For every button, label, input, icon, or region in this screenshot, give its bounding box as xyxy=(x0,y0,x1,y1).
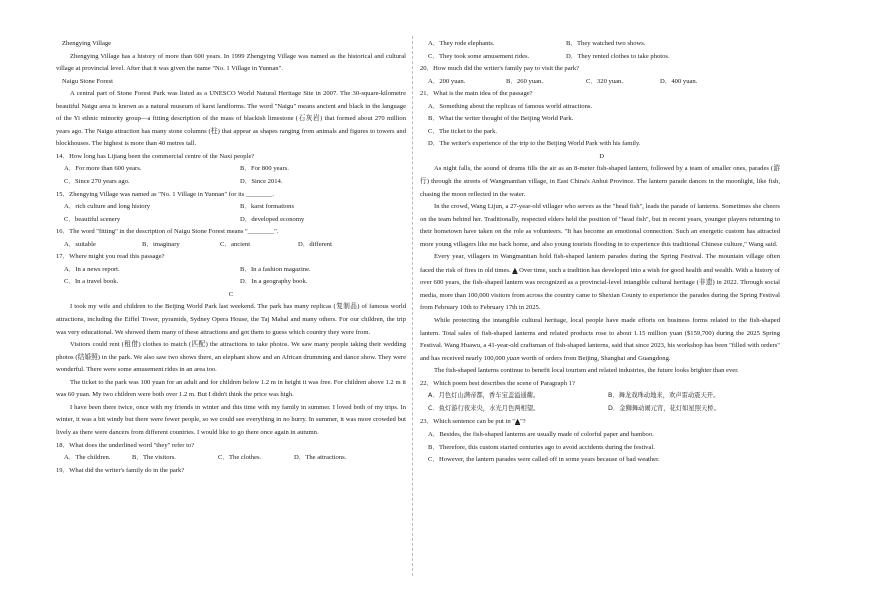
passage-c-paragraph-4: I have been there twice, once with my friends in winter and this time with my family in summer. I loved both of my trips. In winter, it was a bit windy but there were fewer people, so we could see everything in no hurry. In summer, it was more crowded but lively as there were dancers from different countries. I would like to go there once again in autumn. xyxy=(56,403,406,436)
question-14-options-row2 xyxy=(56,176,406,189)
paragraph-3-text-a: Every year, villagers in Wangmantian hold fish-shaped lantern parades during the Spring Festival. The mountain village often faced the risk of fires in old times. xyxy=(420,253,780,274)
village-paragraph: Zhengying Village has a history of more than 600 years. In 1999 Zhengying Village was named as the historical and cultural village at provincial level. After that it was given the name "No. 1 Village in Yunnan". xyxy=(56,52,406,73)
passage-d-paragraph-4 xyxy=(420,315,780,365)
section-d-heading: D xyxy=(599,152,604,160)
question-20: 20．How much did the writer's family pay to visit the park? xyxy=(420,65,580,73)
question-22-options-row2 xyxy=(420,403,780,416)
option-c: C．The ticket to the park. xyxy=(428,127,498,135)
passage-c-paragraph-3: The ticket to the park was 100 yuan for an adult and for children below 1.2 m in height it was free. For children above 1.2 m it was 60 yuan. My two children were both over 1.2 m. But I didn't think the price was high. xyxy=(56,378,406,399)
left-column xyxy=(56,38,406,477)
question-21: 21．What is the main idea of the passage? xyxy=(420,90,533,98)
blank-marker: ▲ xyxy=(514,417,521,426)
option-c: C．鱼灯游行夜来央，水光月色两相望。 xyxy=(428,404,540,412)
question-18-options xyxy=(56,452,406,465)
question-18: 18．What does the underlined word "they" refer to? xyxy=(56,441,195,449)
option-d: D．They rented clothes to take photos. xyxy=(566,52,670,60)
question-17: 17．Where might you read this passage? xyxy=(56,253,165,261)
option-d: D．The writer's experience of the trip to the Beijing World Park with his family. xyxy=(428,140,641,148)
option-c: C．In a travel book. xyxy=(64,278,119,286)
passage-d-paragraph-2: In the crowd, Wang Lijun, a 27-year-old villager who serves as the "head fish", leads the parade of lanterns. Sometimes she cheers on the team behind her. Traditionally, respected elders held the position of "head fish", but in recent years, younger players returning to their hometown have taken on the role as volunteers. "It has become an emotional connection. Such an energetic custom has attracted more young villagers like me back home, and also young tourists flooding in to experience this traditional Chinese culture," Wang said. xyxy=(420,203,780,248)
option-b: B．They watched two shows. xyxy=(566,40,646,47)
option-a: A．suitable xyxy=(64,240,96,248)
paragraph-4-text-b: worth of orders from Beijing, Shanghai and Guangdong. xyxy=(521,354,671,362)
question-15: 15．Zhengying Village was named as "No. 1 Village in Yunnan" for its ________. xyxy=(56,190,275,198)
right-column xyxy=(420,38,780,467)
option-b: B．260 yuan. xyxy=(506,77,543,85)
question-16-options xyxy=(56,239,406,252)
passage-c-paragraph-1: I took my wife and children to the Beijing World Park last weekend. The park has many replicas (复制品) of famous world attractions, including the Eiffel Tower, pyramids, Sydney Opera House, the Taj Mahal and many others. For our children, the trip was very educational. We showed them many of these attractions and got them to guess which country they were from. xyxy=(56,303,406,336)
option-d: D．different xyxy=(298,240,332,248)
section-c-heading: C xyxy=(228,290,234,298)
option-b: B．What the writer thought of the Beijing World Park. xyxy=(428,115,574,123)
question-22: 22．Which poem best describes the scene of Paragraph 1? xyxy=(420,379,575,387)
option-c: C．Since 270 years ago. xyxy=(64,178,130,186)
question-19-options xyxy=(420,38,780,51)
question-16: 16．The word "fitting" in the description of Naigu Stone Forest means "________". xyxy=(56,228,279,236)
option-c: C．The clothes. xyxy=(218,454,262,462)
option-b: B．The visitors. xyxy=(132,454,176,462)
question-23-text-b: "? xyxy=(520,418,526,426)
option-a: A．They rode elephants. xyxy=(428,40,495,47)
option-a: A．For more than 600 years. xyxy=(64,165,142,173)
option-c: C．beautiful scenery xyxy=(64,215,121,223)
passage-d-paragraph-3 xyxy=(420,251,780,315)
passage-c-paragraph-2: Visitors could rent (租借) clothes to match (匹配) the attractions to take photos. We saw many people taking their wedding photos (结婚照) in the park. We also saw two shows there, an elephant show and an African drumming and dance show. They were wonderful. There were some amusement rides in an area too. xyxy=(56,341,406,374)
question-22-options xyxy=(420,390,780,403)
blank-marker: ▲ xyxy=(512,265,518,274)
option-a: A．rich culture and long history xyxy=(64,203,151,211)
option-c: C．They took some amusement rides. xyxy=(428,52,530,60)
option-d: D．developed economy xyxy=(240,215,305,223)
option-c: C．ancient xyxy=(220,240,251,248)
option-b: B．For 800 years. xyxy=(240,165,289,173)
option-d: D．Since 2014. xyxy=(240,178,283,186)
option-c: C．320 yuan. xyxy=(586,77,623,85)
option-a: A．月色灯山满帝都，香车宝盖溢通衢。 xyxy=(428,392,540,400)
option-a: A．200 yuan. xyxy=(428,77,466,85)
passage-d-paragraph-5: The fish-shaped lanterns continue to benefit local tourism and related industries, the future looks brighter than ever. xyxy=(434,367,739,375)
yuan-italic: yuan xyxy=(506,354,520,362)
option-c: C．However, the lantern parades were called off in some years because of bad weather. xyxy=(428,456,660,464)
option-a: A．The children. xyxy=(64,454,111,462)
question-17-options xyxy=(56,264,406,277)
question-14: 14．How long has Lijiang been the commercial centre of the Naxi people? xyxy=(56,152,255,160)
forest-paragraph: A central part of Stone Forest Park was listed as a UNESCO World Natural Heritage Site in 2007. The 30-square-kilometre beautiful Naigu area is known as a natural museum of karst landforms. The word "Naigu" means ancient and black in the language of the Yi ethnic minority group—a fitting description of the mass of blackish limestone (石灰岩) that formed about 270 million years ago. The Naigu attraction has many stone columns (柱) that appear as shapes ranging from animals and figures to towers and blockhouses. The highest is more than 40 metres tall. xyxy=(56,90,406,148)
question-19: 19．What did the writer's family do in the park? xyxy=(56,466,185,474)
option-b: B．舞龙戏珠动地来，欢声雷动震天开。 xyxy=(608,392,720,400)
paragraph-3-text-b: Over time, such a tradition has developed into a wish for good health and wealth. With a history of over 600 years, the fish-shaped lantern was recognized as a provincial-level intangible cultural heritage (非遗) in 2022. Through social media, more than 100,000 visitors from across the country came to Shexian County to experience the parades during the Spring Festival from February 10th to February 17th in 2025. xyxy=(420,266,781,312)
option-b: B．Therefore, this custom started centuries ago to avoid accidents during the festival. xyxy=(428,443,655,451)
option-a: A．Something about the replicas of famous world attractions. xyxy=(428,102,593,110)
question-14-options xyxy=(56,163,406,176)
question-19-options-row2 xyxy=(420,51,780,64)
option-a: A．In a news report. xyxy=(64,265,120,273)
option-d: D．The attractions. xyxy=(294,454,347,462)
passage-d-paragraph-1: As night falls, the sound of drums fills the air as an 8-meter fish-shaped lantern, followed by a team of smaller ones, parades (游行) through the streets of Wangmantian village, in East China's Anhui Province. The lantern parade dances in the moonlight, like fish, chasing the moon reflected in the water. xyxy=(420,165,780,198)
question-15-options-row2 xyxy=(56,214,406,227)
question-15-options xyxy=(56,201,406,214)
question-20-options xyxy=(420,76,780,89)
question-23 xyxy=(420,415,780,429)
option-d: D．金狮舞动闹元宵，花灯如星照天桥。 xyxy=(608,404,720,412)
option-b: B．In a fashion magazine. xyxy=(240,265,311,273)
forest-title: Naigu Stone Forest xyxy=(62,77,113,85)
option-d: D．In a geography book. xyxy=(240,278,308,286)
option-d: D．400 yuan. xyxy=(660,77,698,85)
paragraph-4-text-a: While protecting the intangible cultural heritage, local people have made efforts on business forms related to the fish-shaped lantern. Total sales of fish-shaped lanterns and related products rose to about 1.15 million yuan ($159,700) during the 2025 Spring Festival. Wang Huawu, a 41-year-old craftsman of fish-shaped lanterns, said that since 2023, his workshop has been "filled with orders" and has received nearly 100,000 xyxy=(420,317,780,362)
option-b: B．karst formations xyxy=(240,203,295,211)
column-divider xyxy=(412,36,413,576)
question-23-text-a: 23．Which sentence can be put in " xyxy=(420,418,515,426)
question-17-options-row2 xyxy=(56,276,406,289)
option-b: B．imaginary xyxy=(142,240,180,248)
village-title: Zhengying Village xyxy=(62,40,112,47)
option-a: A．Besides, the fish-shaped lanterns are usually made of colorful paper and bamboo. xyxy=(428,430,654,438)
